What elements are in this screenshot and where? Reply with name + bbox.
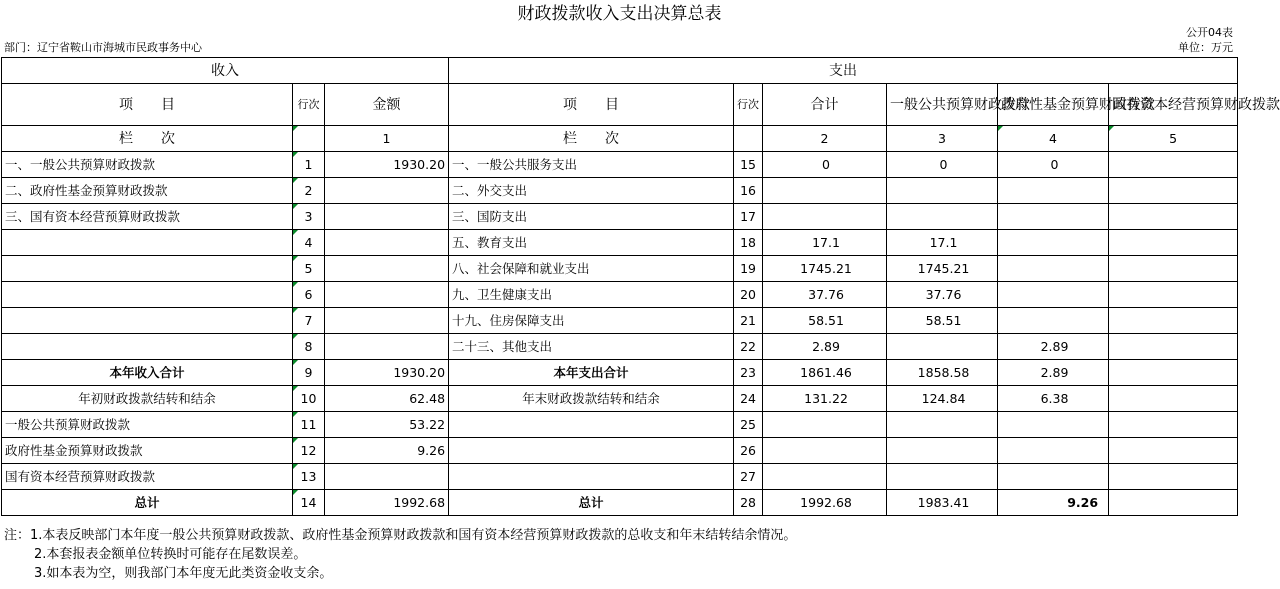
expense-row-number: 22 — [734, 334, 763, 360]
income-row-number: 13 — [293, 464, 325, 490]
note-1: 注：1.本表反映部门本年度一般公共预算财政拨款、政府性基金预算财政拨款和国有资本经营预算财政拨款的总收支和年末结转结余情况。 — [4, 528, 797, 543]
report-title: 财政拨款收入支出决算总表 — [517, 4, 722, 24]
expense-state-capital — [1109, 334, 1238, 360]
table-row — [2, 256, 1238, 282]
expense-item: 九、卫生健康支出 — [449, 282, 734, 308]
income-row-number: 1 — [293, 152, 325, 178]
expense-row-number: 26 — [734, 438, 763, 464]
income-amount: 53.22 — [325, 412, 449, 438]
expense-state-capital — [1109, 256, 1238, 282]
column-index-label-right: 栏 次 — [449, 126, 734, 152]
expense-row-number: 18 — [734, 230, 763, 256]
expense-total: 0 — [763, 152, 887, 178]
expense-general-budget: 0 — [887, 152, 998, 178]
column-index-blank-left — [293, 126, 325, 152]
form-code: 公开04表 — [1186, 26, 1233, 39]
table-row — [2, 308, 1238, 334]
expense-row-number: 23 — [734, 360, 763, 386]
income-amount: 62.48 — [325, 386, 449, 412]
unit-label: 单位：万元 — [1178, 41, 1233, 54]
income-item — [2, 282, 293, 308]
expense-state-capital — [1109, 230, 1238, 256]
note-3: 3.如本表为空，则我部门本年度无此类资金收支余。 — [34, 566, 333, 581]
expense-general-budget: 37.76 — [887, 282, 998, 308]
expense-fund-budget — [998, 256, 1109, 282]
expense-total: 1992.68 — [763, 490, 887, 516]
expense-total — [763, 464, 887, 490]
expense-total — [763, 204, 887, 230]
expense-item: 十九、住房保障支出 — [449, 308, 734, 334]
expense-item: 二、外交支出 — [449, 178, 734, 204]
income-row-number: 4 — [293, 230, 325, 256]
income-row-number: 6 — [293, 282, 325, 308]
expense-item: 八、社会保障和就业支出 — [449, 256, 734, 282]
expense-total: 131.22 — [763, 386, 887, 412]
expense-fund-budget — [998, 438, 1109, 464]
income-item — [2, 334, 293, 360]
income-amount: 1930.20 — [325, 152, 449, 178]
header-amount: 金额 — [325, 84, 449, 126]
expense-state-capital — [1109, 490, 1238, 516]
income-amount — [325, 204, 449, 230]
expense-row-number: 25 — [734, 412, 763, 438]
income-item: 一般公共预算财政拨款 — [2, 412, 293, 438]
expense-total: 2.89 — [763, 334, 887, 360]
expense-general-budget: 1745.21 — [887, 256, 998, 282]
income-item: 三、国有资本经营预算财政拨款 — [2, 204, 293, 230]
column-index-label-left: 栏 次 — [2, 126, 293, 152]
column-index-2: 2 — [763, 126, 887, 152]
expense-item: 五、教育支出 — [449, 230, 734, 256]
income-item: 一、一般公共预算财政拨款 — [2, 152, 293, 178]
income-amount: 1992.68 — [325, 490, 449, 516]
expense-total: 17.1 — [763, 230, 887, 256]
income-amount — [325, 256, 449, 282]
expense-fund-budget — [998, 282, 1109, 308]
expense-general-budget — [887, 178, 998, 204]
expense-fund-budget: 6.38 — [998, 386, 1109, 412]
income-amount — [325, 308, 449, 334]
expense-item: 年末财政拨款结转和结余 — [449, 386, 734, 412]
header-item-left: 项 目 — [2, 84, 293, 126]
income-row-number: 2 — [293, 178, 325, 204]
expense-item — [449, 464, 734, 490]
expense-state-capital — [1109, 438, 1238, 464]
header-general-budget: 一般公共预算财政拨款 — [887, 84, 998, 126]
expense-general-budget: 124.84 — [887, 386, 998, 412]
table-row — [2, 152, 1238, 178]
expense-fund-budget — [998, 178, 1109, 204]
table-row — [2, 360, 1238, 386]
income-item: 本年收入合计 — [2, 360, 293, 386]
department-label: 部门：辽宁省鞍山市海城市民政事务中心 — [4, 41, 202, 54]
income-row-number: 9 — [293, 360, 325, 386]
table-row — [2, 334, 1238, 360]
income-item: 国有资本经营预算财政拨款 — [2, 464, 293, 490]
budget-table — [1, 57, 1280, 516]
column-index-5: 5 — [1109, 126, 1238, 152]
expense-total: 58.51 — [763, 308, 887, 334]
expense-total — [763, 412, 887, 438]
column-index-1: 1 — [325, 126, 449, 152]
expense-fund-budget — [998, 464, 1109, 490]
expense-state-capital — [1109, 204, 1238, 230]
expense-fund-budget: 2.89 — [998, 360, 1109, 386]
income-amount — [325, 334, 449, 360]
column-index-blank-right — [734, 126, 763, 152]
expense-general-budget: 58.51 — [887, 308, 998, 334]
income-item: 二、政府性基金预算财政拨款 — [2, 178, 293, 204]
income-amount — [325, 464, 449, 490]
table-row — [2, 464, 1238, 490]
header-rownum-left: 行次 — [293, 84, 325, 126]
header-total: 合计 — [763, 84, 887, 126]
income-amount: 1930.20 — [325, 360, 449, 386]
expense-general-budget: 17.1 — [887, 230, 998, 256]
expense-fund-budget: 0 — [998, 152, 1109, 178]
column-index-3: 3 — [887, 126, 998, 152]
expense-state-capital — [1109, 178, 1238, 204]
income-amount: 9.26 — [325, 438, 449, 464]
table-row — [2, 438, 1238, 464]
expense-row-number: 21 — [734, 308, 763, 334]
table-row — [2, 230, 1238, 256]
expense-item: 总计 — [449, 490, 734, 516]
expense-state-capital — [1109, 464, 1238, 490]
table-row — [2, 282, 1238, 308]
expense-general-budget — [887, 204, 998, 230]
income-amount — [325, 282, 449, 308]
expense-fund-budget — [998, 204, 1109, 230]
expense-row-number: 28 — [734, 490, 763, 516]
header-state-capital: 国有资本经营预算财政拨款 — [1109, 84, 1238, 126]
expense-fund-budget — [998, 412, 1109, 438]
expense-total: 37.76 — [763, 282, 887, 308]
income-item — [2, 256, 293, 282]
expense-total: 1861.46 — [763, 360, 887, 386]
expense-section: 支出 — [449, 58, 1238, 84]
expense-general-budget: 1983.41 — [887, 490, 998, 516]
expense-item — [449, 438, 734, 464]
expense-item — [449, 412, 734, 438]
expense-row-number: 17 — [734, 204, 763, 230]
expense-state-capital — [1109, 282, 1238, 308]
income-row-number: 12 — [293, 438, 325, 464]
income-item — [2, 230, 293, 256]
expense-total: 1745.21 — [763, 256, 887, 282]
expense-row-number: 15 — [734, 152, 763, 178]
expense-row-number: 27 — [734, 464, 763, 490]
expense-item: 二十三、其他支出 — [449, 334, 734, 360]
expense-fund-budget — [998, 230, 1109, 256]
expense-row-number: 16 — [734, 178, 763, 204]
income-row-number: 11 — [293, 412, 325, 438]
expense-general-budget — [887, 464, 998, 490]
expense-general-budget — [887, 412, 998, 438]
income-item — [2, 308, 293, 334]
expense-state-capital — [1109, 152, 1238, 178]
income-item: 政府性基金预算财政拨款 — [2, 438, 293, 464]
expense-fund-budget: 2.89 — [998, 334, 1109, 360]
income-amount — [325, 230, 449, 256]
header-rownum-right: 行次 — [734, 84, 763, 126]
table-row — [2, 412, 1238, 438]
income-item: 总计 — [2, 490, 293, 516]
expense-total — [763, 438, 887, 464]
expense-state-capital — [1109, 308, 1238, 334]
expense-state-capital — [1109, 360, 1238, 386]
header-fund-budget: 政府性基金预算财政拨款 — [998, 84, 1109, 126]
column-index-4: 4 — [998, 126, 1109, 152]
expense-general-budget — [887, 438, 998, 464]
expense-row-number: 19 — [734, 256, 763, 282]
expense-state-capital — [1109, 412, 1238, 438]
expense-total — [763, 178, 887, 204]
table-row — [2, 386, 1238, 412]
expense-row-number: 20 — [734, 282, 763, 308]
column-index-row — [2, 126, 1238, 152]
expense-state-capital — [1109, 386, 1238, 412]
income-row-number: 10 — [293, 386, 325, 412]
section-header-row — [2, 58, 1238, 84]
expense-general-budget — [887, 334, 998, 360]
table-row — [2, 204, 1238, 230]
income-amount — [325, 178, 449, 204]
expense-general-budget: 1858.58 — [887, 360, 998, 386]
expense-item: 一、一般公共服务支出 — [449, 152, 734, 178]
note-2: 2.本套报表金额单位转换时可能存在尾数误差。 — [34, 547, 307, 562]
table-row — [2, 178, 1238, 204]
income-item: 年初财政拨款结转和结余 — [2, 386, 293, 412]
notes — [4, 526, 796, 583]
income-row-number: 5 — [293, 256, 325, 282]
header-item-right: 项 目 — [449, 84, 734, 126]
expense-fund-budget — [998, 308, 1109, 334]
table-row — [2, 490, 1238, 516]
expense-fund-budget: 9.26 — [998, 490, 1109, 516]
income-row-number: 3 — [293, 204, 325, 230]
expense-item: 本年支出合计 — [449, 360, 734, 386]
income-row-number: 8 — [293, 334, 325, 360]
income-row-number: 14 — [293, 490, 325, 516]
income-row-number: 7 — [293, 308, 325, 334]
expense-item: 三、国防支出 — [449, 204, 734, 230]
column-header-row — [2, 84, 1238, 126]
income-section: 收入 — [2, 58, 449, 84]
expense-row-number: 24 — [734, 386, 763, 412]
